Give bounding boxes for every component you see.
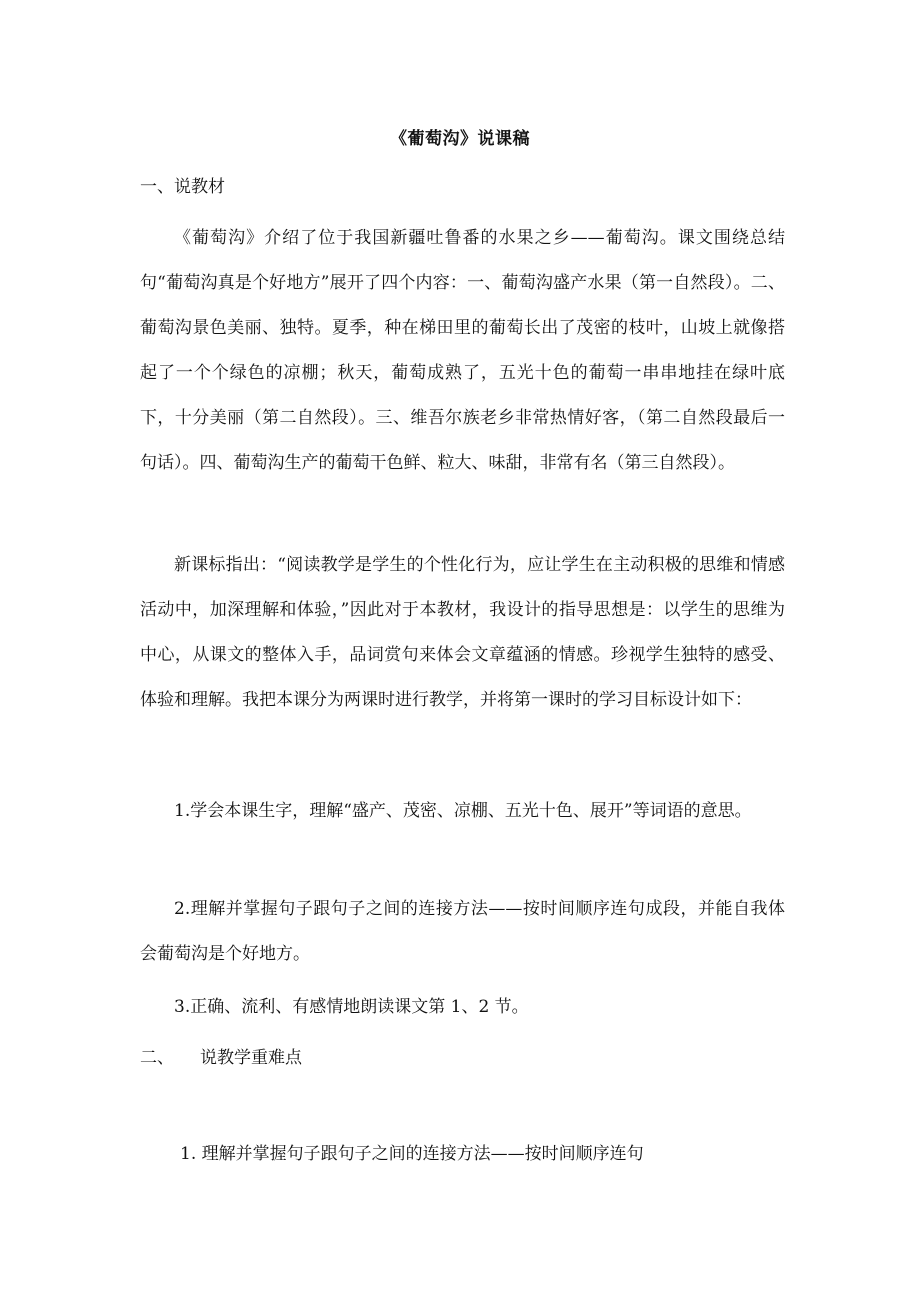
section1-paragraph-1: 《葡萄沟》介绍了位于我国新疆吐鲁番的水果之乡——葡萄沟。课文围绕总结句“葡萄沟真是个好地方”展开了四个内容：一、葡萄沟盛产水果（第一自然段）。二、葡萄沟景色美丽、独特。夏季，种在梯田里的葡萄长出了茂密的枝叶，山坡上就像搭起了一个个绿色的凉棚；秋天，葡萄成熟了，五光十色的葡萄一串串地挂在绿叶底下，十分美丽（第二自然段）。三、维吾尔族老乡非常热情好客，（第二自然段最后一句话）。四、葡萄沟生产的葡萄干色鲜、粒大、味甜，非常有名（第三自然段）。 [140,228,785,473]
learning-goal-3: 3.正确、流利、有感情地朗读课文第 1、2 节。 [174,997,529,1017]
key-point-item-1: 1. 理解并掌握句子跟句子之间的连接方法——按时间顺序连句 [180,1144,644,1164]
document-title: 《葡萄沟》说课稿 [390,129,530,149]
section2-title: 说教学重难点 [200,1048,302,1068]
section2-heading [140,1043,302,1068]
learning-goal-1: 1.学会本课生字，理解“盛产、茂密、凉棚、五光十色、展开”等词语的意思。 [174,801,752,821]
learning-goal-2: 2.理解并掌握句子跟句子之间的连接方法——按时间顺序连句成段，并能自我体会葡萄沟是个好地方。 [140,899,785,964]
section1-heading: 一、说教材 [140,177,225,197]
section1-paragraph-2: 新课标指出：“阅读教学是学生的个性化行为，应让学生在主动积极的思维和情感活动中，加深理解和体验，”因此对于本教材，我设计的指导思想是：以学生的思维为中心，从课文的整体入手，品词赏句来体会文章蕴涵的情感。珍视学生独特的感受、体验和理解。我把本课分为两课时进行教学，并将第一课时的学习目标设计如下： [140,555,785,710]
section2-number: 二、 [140,1048,174,1068]
